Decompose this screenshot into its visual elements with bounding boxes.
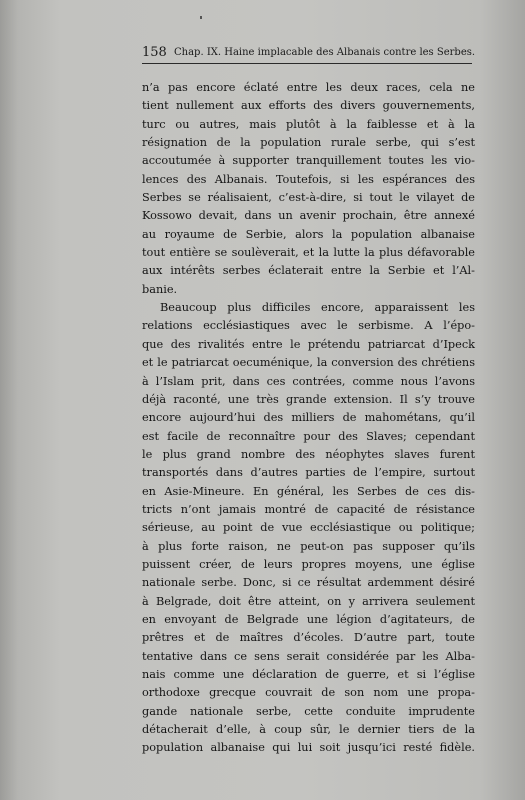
text-line: banie. [142,282,178,296]
text-line: n’a pas encore éclaté entre les deux races, cela ne [142,81,475,94]
text-line: détacherait d’elle, à coup sûr, le dernier tiers de la [142,723,475,737]
text-line: lences des Albanais. Toutefois, si les espérances des [142,172,475,186]
text-line: transportés dans d’autres parties de l’empire, surtout [142,466,475,480]
text-line: aux intérêts serbes éclaterait entre la Serbie et l’Al- [142,264,475,278]
text-line: est facile de reconnaître pour des Slaves; cependant [142,429,475,443]
text-line: orthodoxe grecque couvrait de son nom une propa- [142,686,475,700]
text-line: Kossowo devait, dans un avenir prochain, être annexé [142,209,475,223]
text-line: tricts n’ont jamais montré de capacité de résistance [142,502,475,516]
body-text [142,79,475,758]
text-line: Beaucoup plus difficiles encore, apparaissent les [160,301,475,315]
text-line: en Asie-Mineure. En général, les Serbes de ces dis- [142,484,475,498]
text-line: relations ecclésiastiques avec le serbisme. A l’épo- [142,319,475,333]
text-line: prêtres et de maîtres d’écoles. D’autre part, toute [142,631,475,645]
text-line: population albanaise qui lui soit jusqu’ici resté fidèle. [142,741,475,755]
text-line: au royaume de Serbie, alors la population albanaise [142,227,475,241]
text-line: à plus forte raison, ne peut-on pas supposer qu’ils [142,539,475,553]
text-line: en envoyant de Belgrade une légion d’agitateurs, de [142,612,475,626]
text-line: accoutumée à supporter tranquillement toutes les vio- [142,154,475,168]
text-line: à Belgrade, doit être atteint, on y arrivera seulement [142,594,475,608]
text-line: gande nationale serbe, cette conduite imprudente [142,704,475,718]
text-line: et le patriarcat oecuménique, la conversion des chrétiens [142,356,475,370]
paragraph-2 [142,299,475,758]
paragraph-1 [142,79,475,299]
page-header [142,43,476,64]
text-line: tentative dans ce sens serait considérée par les Alba- [142,649,475,663]
text-line: encore aujourd’hui des milliers de mahométans, qu’il [142,411,475,425]
page-number: 158 [142,45,167,60]
text-line: tout entière se soulèverait, et la lutte la plus défavorable [142,246,475,260]
text-line: turc ou autres, mais plutôt à la faiblesse et à la [142,117,475,131]
text-line: résignation de la population rurale serbe, qui s’est [142,136,475,150]
text-line: nationale serbe. Donc, si ce résultat ardemment désiré [142,576,475,590]
text-line: le plus grand nombre des néophytes slaves furent [142,447,475,461]
text-line: tient nullement aux efforts des divers gouvernements, [142,99,475,113]
text-line: déjà raconté, une très grande extension. Il s’y trouve [142,392,475,406]
print-speck [200,16,202,19]
running-head: Chap. IX. Haine implacable des Albanais contre les Serbes. [174,47,476,58]
text-line: sérieuse, au point de vue ecclésiastique ou politique; [142,521,475,535]
text-line: à l’Islam prit, dans ces contrées, comme nous l’avons [142,374,475,388]
text-line: puissent créer, de leurs propres moyens, une église [142,557,475,571]
text-line: Serbes se réalisaient, c’est-à-dire, si tout le vilayet de [142,191,475,205]
text-line: que des rivalités entre le prétendu patriarcat d’Ipeck [142,337,475,351]
text-line: nais comme une déclaration de guerre, et si l’église [142,668,475,681]
